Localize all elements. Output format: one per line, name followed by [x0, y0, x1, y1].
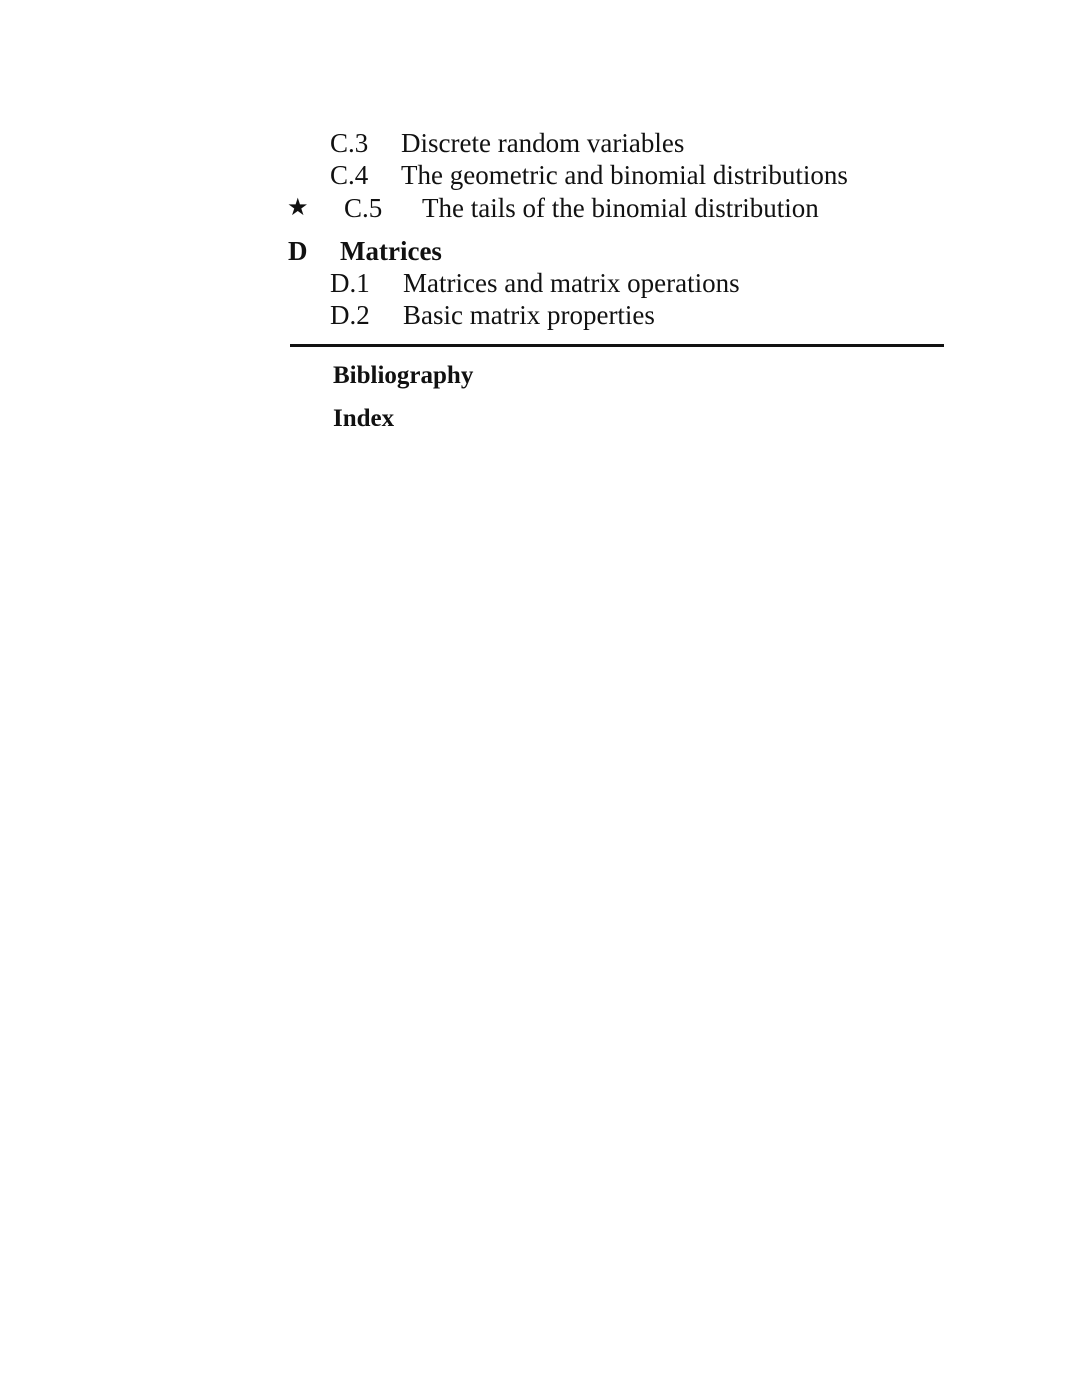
index-link[interactable]: Index: [333, 405, 395, 432]
appendix-title: Matrices: [340, 236, 442, 266]
section-divider: [290, 344, 944, 347]
toc-entry-title: Discrete random variables: [401, 128, 685, 158]
appendix-letter: D: [288, 236, 308, 266]
bibliography-link[interactable]: Bibliography: [333, 362, 474, 389]
toc-entry-number: D.2: [330, 300, 370, 330]
toc-entry-number: D.1: [330, 268, 370, 298]
star-icon: ★: [287, 195, 309, 221]
toc-entry-title: Basic matrix properties: [403, 300, 655, 330]
toc-entry-title: Matrices and matrix operations: [403, 268, 740, 298]
toc-entry-number: C.4: [330, 160, 369, 190]
toc-entry-number: C.3: [330, 128, 369, 158]
toc-entry-title: The geometric and binomial distributions: [401, 160, 848, 190]
toc-entry-number: C.5: [344, 193, 383, 223]
toc-entry-title: The tails of the binomial distribution: [422, 193, 819, 223]
